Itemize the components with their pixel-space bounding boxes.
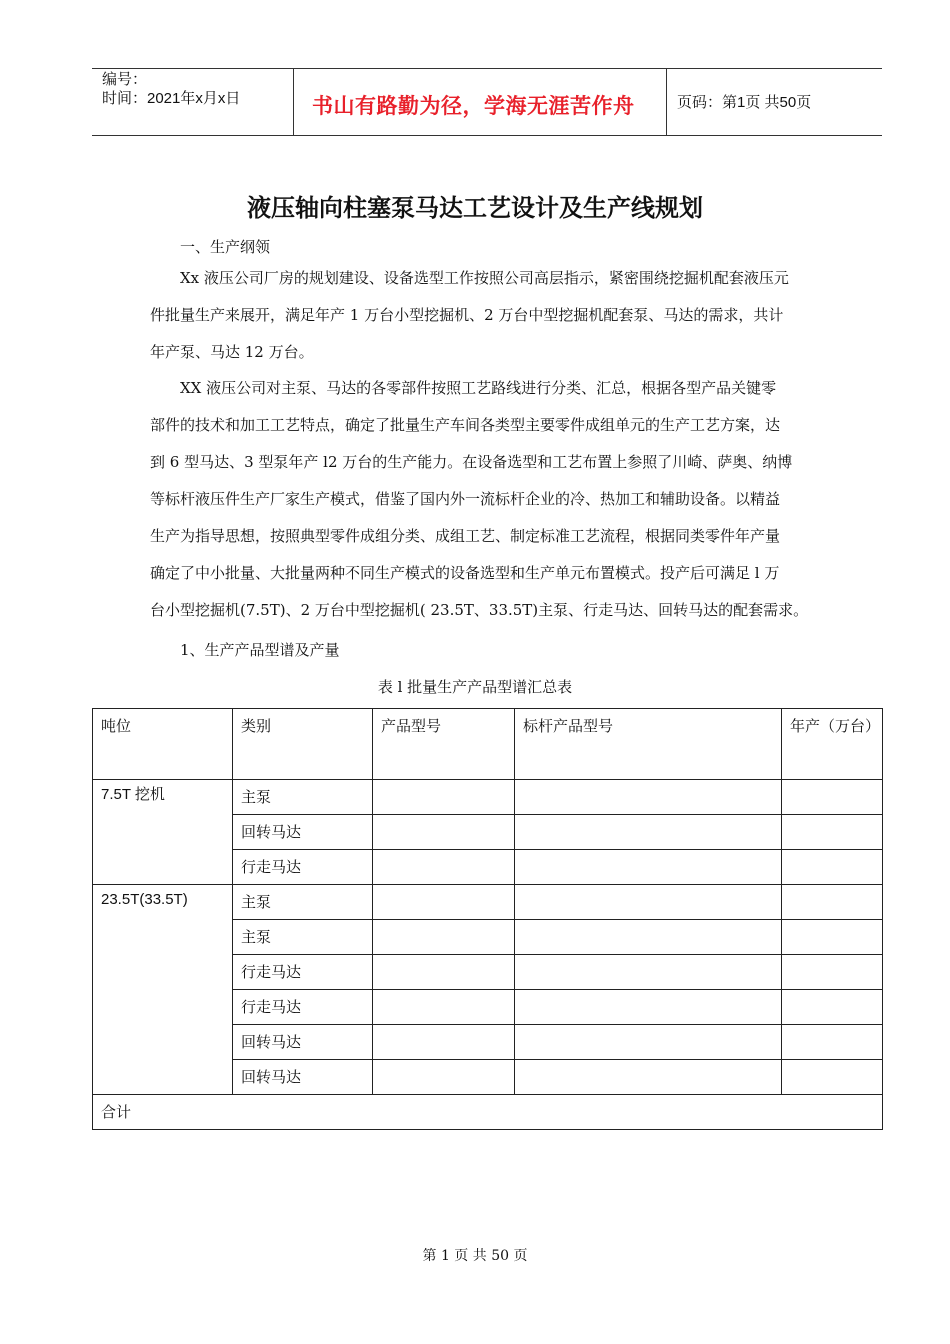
benchmark-cell bbox=[515, 815, 782, 850]
header-divider-left bbox=[293, 68, 294, 136]
document-number-label: 编号： bbox=[102, 71, 148, 88]
category-cell: 行走马达 bbox=[233, 955, 373, 990]
subsection-heading: 1、生产产品型谱及产量 bbox=[180, 641, 340, 659]
category-cell: 回转马达 bbox=[233, 815, 373, 850]
column-header-category: 类别 bbox=[233, 709, 373, 780]
paragraph-2-line: 部件的技术和加工工艺特点，确定了批量生产车间各类型主要零件成组单元的生产工艺方案，达 bbox=[150, 416, 781, 434]
paragraph-1 bbox=[150, 260, 862, 371]
category-cell: 主泵 bbox=[233, 885, 373, 920]
benchmark-cell bbox=[515, 780, 782, 815]
product-spectrum-table bbox=[92, 708, 883, 1130]
table-row bbox=[93, 885, 883, 920]
table-total-row bbox=[93, 1095, 883, 1130]
paragraph-1-line: Xx 液压公司厂房的规划建设、设备选型工作按照公司高层指示，紧密围绕挖掘机配套液压元 bbox=[180, 269, 789, 287]
benchmark-cell bbox=[515, 990, 782, 1025]
model-cell bbox=[373, 920, 515, 955]
header-divider-right bbox=[666, 68, 667, 136]
paragraph-2-line: 确定了中小批量、大批量两种不同生产模式的设备选型和生产单元布置模式。投产后可满足 l 万 bbox=[150, 564, 780, 582]
output-cell bbox=[782, 850, 883, 885]
output-cell bbox=[782, 955, 883, 990]
document-time-label: 时间：2021年x月x日 bbox=[102, 90, 241, 107]
category-cell: 主泵 bbox=[233, 920, 373, 955]
category-cell: 回转马达 bbox=[233, 1025, 373, 1060]
model-cell bbox=[373, 955, 515, 990]
header-page-label: 页码：第1页 共50页 bbox=[677, 94, 812, 111]
benchmark-cell bbox=[515, 885, 782, 920]
benchmark-cell bbox=[515, 850, 782, 885]
column-header-tonnage: 吨位 bbox=[93, 709, 233, 780]
model-cell bbox=[373, 780, 515, 815]
header-top-rule bbox=[92, 68, 882, 69]
section-heading: 一、生产纲领 bbox=[180, 238, 271, 256]
output-cell bbox=[782, 885, 883, 920]
output-cell bbox=[782, 780, 883, 815]
model-cell bbox=[373, 990, 515, 1025]
output-cell bbox=[782, 990, 883, 1025]
paragraph-2-line: 到 6 型马达、3 型泵年产 l2 万台的生产能力。在设备选型和工艺布置上参照了川崎、萨奥、纳博 bbox=[150, 453, 793, 471]
benchmark-cell bbox=[515, 1060, 782, 1095]
paragraph-1-line: 件批量生产来展开，满足年产 1 万台小型挖掘机、2 万台中型挖掘机配套泵、马达的需求，共计 bbox=[150, 306, 784, 324]
benchmark-cell bbox=[515, 1025, 782, 1060]
paragraph-2-line: 生产为指导思想，按照典型零件成组分类、成组工艺、制定标准工艺流程，根据同类零件年产量 bbox=[150, 527, 781, 545]
category-cell: 回转马达 bbox=[233, 1060, 373, 1095]
paragraph-2-line: XX 液压公司对主泵、马达的各零部件按照工艺路线进行分类、汇总，根据各型产品关键零 bbox=[180, 379, 777, 397]
column-header-annual-output: 年产（万台） bbox=[782, 709, 883, 780]
total-label-cell: 合计 bbox=[93, 1095, 883, 1130]
page-footer: 第 1 页 共 50 页 bbox=[422, 1248, 528, 1264]
tonnage-cell: 7.5T 挖机 bbox=[93, 780, 233, 885]
column-header-model: 产品型号 bbox=[373, 709, 515, 780]
column-header-benchmark-model: 标杆产品型号 bbox=[515, 709, 782, 780]
model-cell bbox=[373, 1060, 515, 1095]
paragraph-2-line: 台小型挖掘机(7.5T)、2 万台中型挖掘机( 23.5T、33.5T)主泵、行走马达、回转马达的配套需求。 bbox=[150, 601, 809, 619]
document-title: 液压轴向柱塞泵马达工艺设计及生产线规划 bbox=[247, 193, 703, 222]
output-cell bbox=[782, 920, 883, 955]
output-cell bbox=[782, 815, 883, 850]
category-cell: 行走马达 bbox=[233, 990, 373, 1025]
table-header-row bbox=[93, 709, 883, 780]
model-cell bbox=[373, 815, 515, 850]
table-row bbox=[93, 780, 883, 815]
paragraph-2-line: 等标杆液压件生产厂家生产模式，借鉴了国内外一流标杆企业的冷、热加工和辅助设备。以精益 bbox=[150, 490, 781, 508]
benchmark-cell bbox=[515, 955, 782, 990]
paragraph-2 bbox=[150, 370, 862, 629]
model-cell bbox=[373, 850, 515, 885]
output-cell bbox=[782, 1060, 883, 1095]
header-motto: 书山有路勤为径，学海无涯苦作舟 bbox=[312, 93, 635, 118]
category-cell: 主泵 bbox=[233, 780, 373, 815]
benchmark-cell bbox=[515, 920, 782, 955]
model-cell bbox=[373, 885, 515, 920]
model-cell bbox=[373, 1025, 515, 1060]
tonnage-cell: 23.5T(33.5T) bbox=[93, 885, 233, 1095]
output-cell bbox=[782, 1025, 883, 1060]
header-bottom-rule bbox=[92, 135, 882, 136]
table-caption: 表 l 批量生产产品型谱汇总表 bbox=[377, 678, 573, 696]
category-cell: 行走马达 bbox=[233, 850, 373, 885]
paragraph-1-line: 年产泵、马达 12 万台。 bbox=[150, 343, 314, 361]
